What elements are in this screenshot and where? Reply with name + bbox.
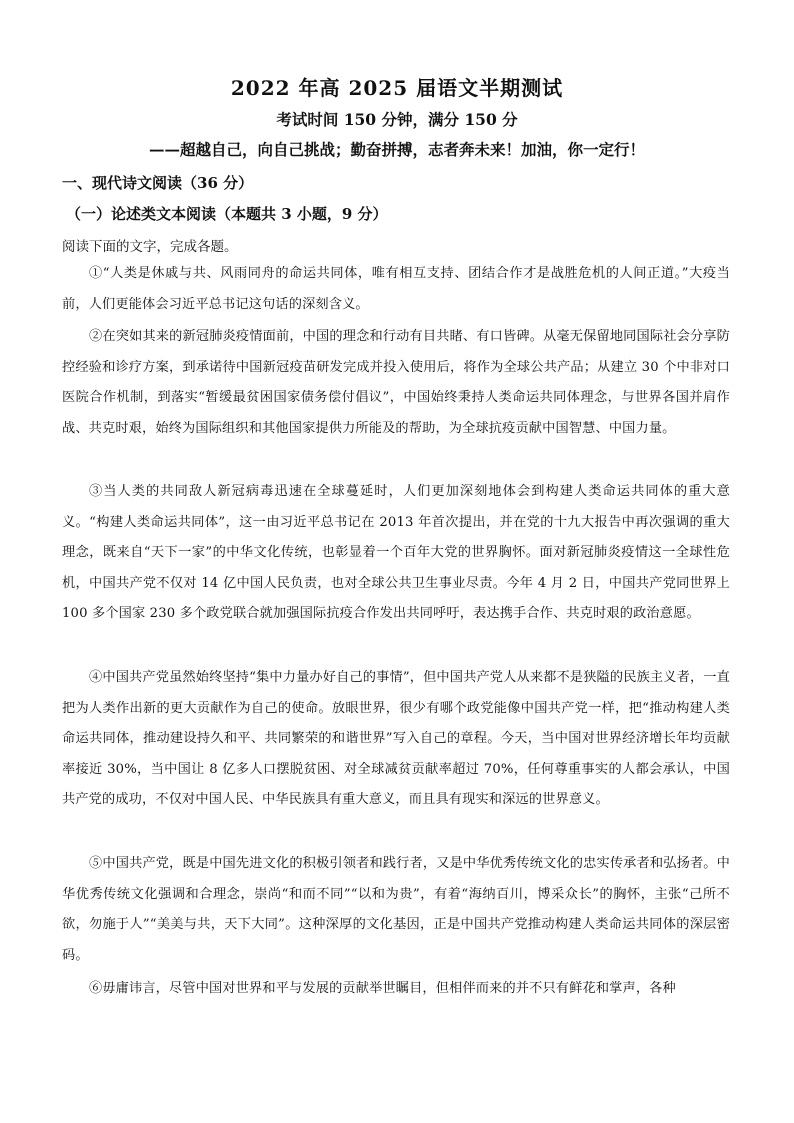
section-heading-part1-sub1: （一）论述类文本阅读（本题共 3 小题，9 分） xyxy=(66,205,388,223)
motto: ——超越自己，向自己挑战；勤奋拼搏，志者奔未来！加油，你一定行！ xyxy=(148,140,645,159)
section-heading-part1: 一、现代诗文阅读（36 分） xyxy=(62,174,254,192)
paragraph-6: ⑥毋庸讳言，尽管中国对世界和平与发展的贡献举世瞩目，但相伴而来的并不只有鲜花和掌声，各种 xyxy=(89,981,676,996)
paragraph-2: ②在突如其来的新冠肺炎疫情面前，中国的理念和行动有目共睹、有口皆碑。从毫无保留地同国际社会分享防控经验和诊疗方案，到承诺待中国新冠疫苗研发完成并投入使用后，将作为全球公共产品；从建立 30 个中非对口医院合作机制，到落实“暂缓最贫困国家债务偿付倡议”，中国始终秉持人类命运共同体理念，与世界各国并肩作战、共克时艰，始终为国际组织和其他国家提供力所能及的帮助，为全球抗疫贡献中国智慧、中国力量。 xyxy=(62,329,730,436)
paragraph-1: ①“人类是休戚与共、风雨同舟的命运共同体，唯有相互支持、团结合作才是战胜危机的人间正道。”大疫当前，人们更能体会习近平总书记这句话的深刻含义。 xyxy=(62,266,730,312)
paragraph-3: ③当人类的共同敌人新冠病毒迅速在全球蔓延时，人们更加深刻地体会到构建人类命运共同体的重大意义。“构建人类命运共同体”，这一由习近平总书记在 2013 年首次提出，并在党的十九大报告中再次强调的重大理念，既来自“天下一家”的中华文化传统，也彰显着一个百年大党的世界胸怀。面对新冠肺炎疫情这一全球性危机，中国共产党不仅对 14 亿中国人民负责，也对全球公共卫生事业尽责。今年 4 月 2 日，中国共产党同世界上 100 多个国家 230 多个政党联合就加强国际抗疫合作发出共同呼吁，表达携手合作、共克时艰的政治意愿。 xyxy=(62,484,730,621)
reading-instruction: 阅读下面的文字，完成各题。 xyxy=(62,239,238,255)
page-title: 2022 年高 2025 届语文半期测试 xyxy=(230,76,564,100)
paragraph-5: ⑤中国共产党，既是中国先进文化的积极引领者和践行者，又是中华优秀传统文化的忠实传承者和弘扬者。中华优秀传统文化强调和合理念，崇尚“和而不同”“以和为贵”，有着“海纳百川，博采众长”的胸怀，主张“己所不欲，勿施于人”“美美与共，天下大同”。这种深厚的文化基因，正是中国共产党推动构建人类命运共同体的深层密码。 xyxy=(62,856,730,963)
paragraph-4: ④中国共产党虽然始终坚持“集中力量办好自己的事情”，但中国共产党人从来都不是狭隘的民族主义者，一直把为人类作出新的更大贡献作为自己的使命。放眼世界，很少有哪个政党能像中国共产党一样，把“推动构建人类命运共同体，推动建设持久和平、共同繁荣的和谐世界”写入自己的章程。今天，当中国对世界经济增长年均贡献率接近 30%，当中国让 8 亿多人口摆脱贫困、对全球减贫贡献率超过 70%，任何尊重事实的人都会承认，中国共产党的成功，不仅对中国人民、中华民族具有重大意义，而且具有现实和深远的世界意义。 xyxy=(62,670,730,807)
exam-info: 考试时间 150 分钟，满分 150 分 xyxy=(276,110,518,129)
